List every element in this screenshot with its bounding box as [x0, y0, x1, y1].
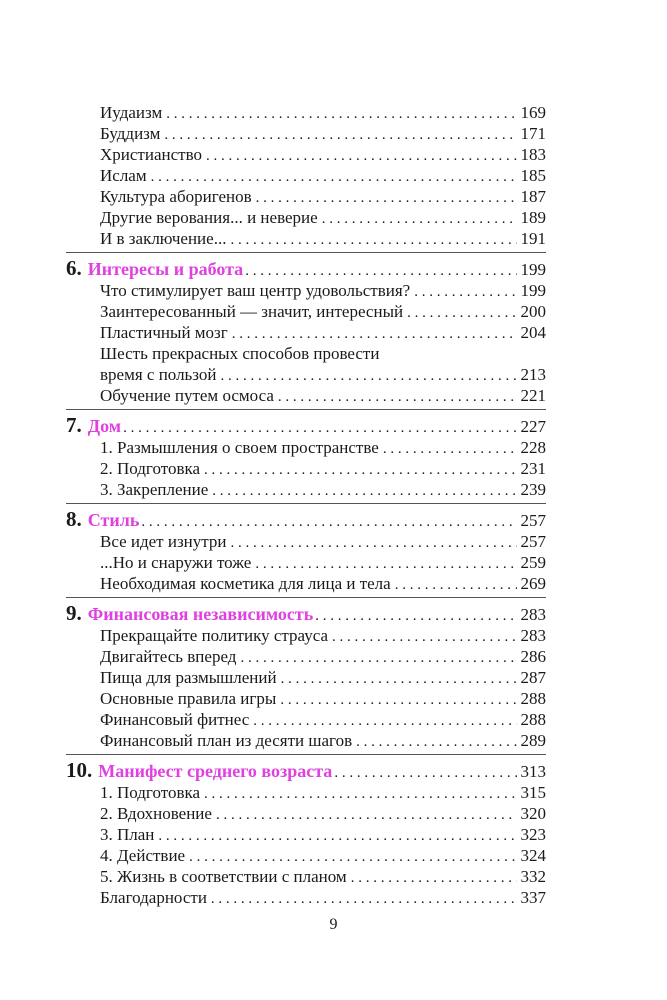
toc-entry-title: ...Но и снаружи тоже: [100, 553, 252, 572]
toc-entry-title: Культура аборигенов: [100, 187, 252, 206]
dot-leader: [230, 230, 516, 251]
toc-entry-page: 239: [520, 480, 546, 499]
dot-leader: [158, 826, 516, 847]
dot-leader: [356, 732, 516, 753]
toc-entry-title: Финансовый план из десяти шагов: [100, 731, 353, 750]
chapter-page: 313: [520, 762, 546, 781]
dot-leader: [206, 146, 517, 167]
toc-entry-title: Пища для размышлений: [100, 668, 277, 687]
chapter-divider: [66, 409, 546, 410]
chapter-page: 227: [520, 417, 546, 436]
toc-entry: [66, 102, 546, 123]
chapter-number: 7.: [66, 413, 82, 437]
toc-entry-page: 187: [520, 187, 546, 206]
toc-entry-page: 332: [520, 867, 546, 886]
chapter-title: Финансовая независимость: [87, 604, 314, 624]
toc-entry-page: 287: [520, 668, 546, 687]
toc-entry-title: время с пользой: [100, 365, 217, 384]
toc-entry-title: Прекращайте политику страуса: [100, 626, 328, 645]
toc-entry: [66, 646, 546, 667]
dot-leader: [164, 125, 516, 146]
chapter-number: 8.: [66, 507, 82, 531]
toc-entry-title: Двигайтесь вперед: [100, 647, 237, 666]
dot-leader: [281, 669, 517, 690]
toc-entry-title: Иудаизм: [100, 103, 163, 122]
toc-entry-page: 189: [520, 208, 546, 227]
chapter-title: Дом: [87, 416, 122, 436]
toc-entry-page: 183: [520, 145, 546, 164]
toc-entry: [66, 845, 546, 866]
dot-leader: [231, 533, 517, 554]
toc-entry-page: 324: [520, 846, 546, 865]
toc-entry-page: 289: [520, 731, 546, 750]
dot-leader: [332, 627, 517, 648]
table-of-contents: [66, 102, 546, 908]
chapter-heading: [66, 601, 546, 625]
toc-entry-page: 257: [520, 532, 546, 551]
toc-entry: [66, 887, 546, 908]
toc-entry: [66, 730, 546, 751]
page-number: 9: [329, 916, 338, 933]
toc-entry-page: 286: [520, 647, 546, 666]
toc-entry-title: 1. Размышления о своем пространстве: [100, 438, 379, 457]
chapter-page: 257: [520, 511, 546, 530]
chapter-title: Стиль: [87, 510, 140, 530]
chapter-divider: [66, 754, 546, 755]
toc-entry-title: 1. Подготовка: [100, 783, 201, 802]
chapter-number: 9.: [66, 601, 82, 625]
toc-entry-title: Буддизм: [100, 124, 161, 143]
dot-leader: [189, 847, 516, 868]
toc-entry-title: Финансовый фитнес: [100, 710, 250, 729]
toc-entry-page: 191: [520, 229, 546, 248]
toc-entry-title: 3. Закрепление: [100, 480, 209, 499]
toc-entry-page: 169: [520, 103, 546, 122]
toc-entry: [66, 625, 546, 646]
dot-leader: [395, 575, 517, 596]
toc-entry-title: 5. Жизнь в соответствии с планом: [100, 867, 347, 886]
toc-entry: [66, 866, 546, 887]
toc-entry: [66, 824, 546, 845]
dot-leader: [240, 648, 516, 669]
toc-entry-title: Благодарности: [100, 888, 207, 907]
toc-entry-page: 283: [520, 626, 546, 645]
dot-leader: [204, 784, 516, 805]
toc-entry-page: 221: [520, 386, 546, 405]
toc-entry-page: 228: [520, 438, 546, 457]
chapter-number: 10.: [66, 758, 93, 782]
toc-entry-title: Основные правила игры: [100, 689, 277, 708]
toc-entry: [66, 165, 546, 186]
toc-entry-title: Необходимая косметика для лица и тела: [100, 574, 391, 593]
toc-entry-page: 337: [520, 888, 546, 907]
dot-leader: [211, 889, 517, 910]
toc-entry: [66, 186, 546, 207]
dot-leader: [256, 188, 517, 209]
chapter-page: 283: [520, 605, 546, 624]
toc-entry: [66, 552, 546, 573]
toc-entry: [66, 458, 546, 479]
chapter-divider: [66, 503, 546, 504]
toc-entry-page: 288: [520, 710, 546, 729]
toc-entry: [66, 343, 546, 364]
chapter-page: 199: [520, 260, 546, 279]
dot-leader: [334, 761, 516, 785]
dot-leader: [407, 303, 516, 324]
toc-entry-page: 213: [520, 365, 546, 384]
dot-leader: [414, 282, 516, 303]
toc-entry-page: 171: [520, 124, 546, 143]
dot-leader: [315, 604, 516, 628]
chapter-heading: [66, 758, 546, 782]
toc-entry-page: 320: [520, 804, 546, 823]
toc-entry-page: 204: [520, 323, 546, 342]
toc-entry-page: 323: [520, 825, 546, 844]
toc-entry-page: 259: [520, 553, 546, 572]
dot-leader: [383, 439, 517, 460]
toc-entry: [66, 688, 546, 709]
chapter-heading: [66, 413, 546, 437]
toc-entry-title: Обучение путем осмоса: [100, 386, 274, 405]
toc-entry-title: И в заключение...: [100, 229, 227, 248]
dot-leader: [351, 868, 517, 889]
toc-entry: [66, 803, 546, 824]
dot-leader: [204, 460, 516, 481]
toc-entry-page: 315: [520, 783, 546, 802]
toc-entry-page: 200: [520, 302, 546, 321]
toc-entry: [66, 228, 546, 249]
dot-leader: [151, 167, 517, 188]
toc-entry-page: 199: [520, 281, 546, 300]
chapter-heading: [66, 507, 546, 531]
chapter-number: 6.: [66, 256, 82, 280]
toc-entry-title: Другие верования... и неверие: [100, 208, 318, 227]
toc-entry-title: 4. Действие: [100, 846, 186, 865]
chapter-divider: [66, 252, 546, 253]
toc-entry: [66, 573, 546, 594]
toc-entry-title: 2. Вдохновение: [100, 804, 212, 823]
toc-entry-title: 3. План: [100, 825, 155, 844]
toc-entry: [66, 280, 546, 301]
toc-entry-page: 185: [520, 166, 546, 185]
toc-entry-title: Все идет изнутри: [100, 532, 227, 551]
toc-entry-title: Пластичный мозг: [100, 323, 228, 342]
toc-entry: [66, 782, 546, 803]
toc-entry: [66, 364, 546, 385]
dot-leader: [255, 554, 516, 575]
chapter-title: Интересы и работа: [87, 259, 244, 279]
toc-entry-page: 269: [520, 574, 546, 593]
toc-entry-title: Шесть прекрасных способов провести: [100, 344, 380, 363]
chapter-heading: [66, 256, 546, 280]
dot-leader: [166, 104, 516, 125]
toc-entry-page: 231: [520, 459, 546, 478]
toc-entry: [66, 123, 546, 144]
toc-entry-title: Христианство: [100, 145, 202, 164]
toc-entry: [66, 301, 546, 322]
toc-entry-title: Заинтересованный — значит, интересный: [100, 302, 404, 321]
chapter-divider: [66, 597, 546, 598]
toc-entry-page: 288: [520, 689, 546, 708]
dot-leader: [278, 387, 517, 408]
dot-leader: [212, 481, 516, 502]
chapter-title: Манифест среднего возраста: [98, 761, 333, 781]
dot-leader: [253, 711, 516, 732]
toc-entry: [66, 667, 546, 688]
dot-leader: [280, 690, 516, 711]
toc-entry: [66, 322, 546, 343]
toc-entry: [66, 385, 546, 406]
toc-entry: [66, 144, 546, 165]
toc-entry: [66, 207, 546, 228]
dot-leader: [322, 209, 517, 230]
dot-leader: [216, 805, 517, 826]
dot-leader: [232, 324, 517, 345]
toc-entry: [66, 531, 546, 552]
dot-leader: [221, 366, 517, 387]
toc-entry-title: 2. Подготовка: [100, 459, 201, 478]
toc-entry: [66, 437, 546, 458]
toc-entry-title: Ислам: [100, 166, 147, 185]
toc-entry-title: Что стимулирует ваш центр удовольствия?: [100, 281, 411, 300]
toc-entry: [66, 709, 546, 730]
toc-entry: [66, 479, 546, 500]
